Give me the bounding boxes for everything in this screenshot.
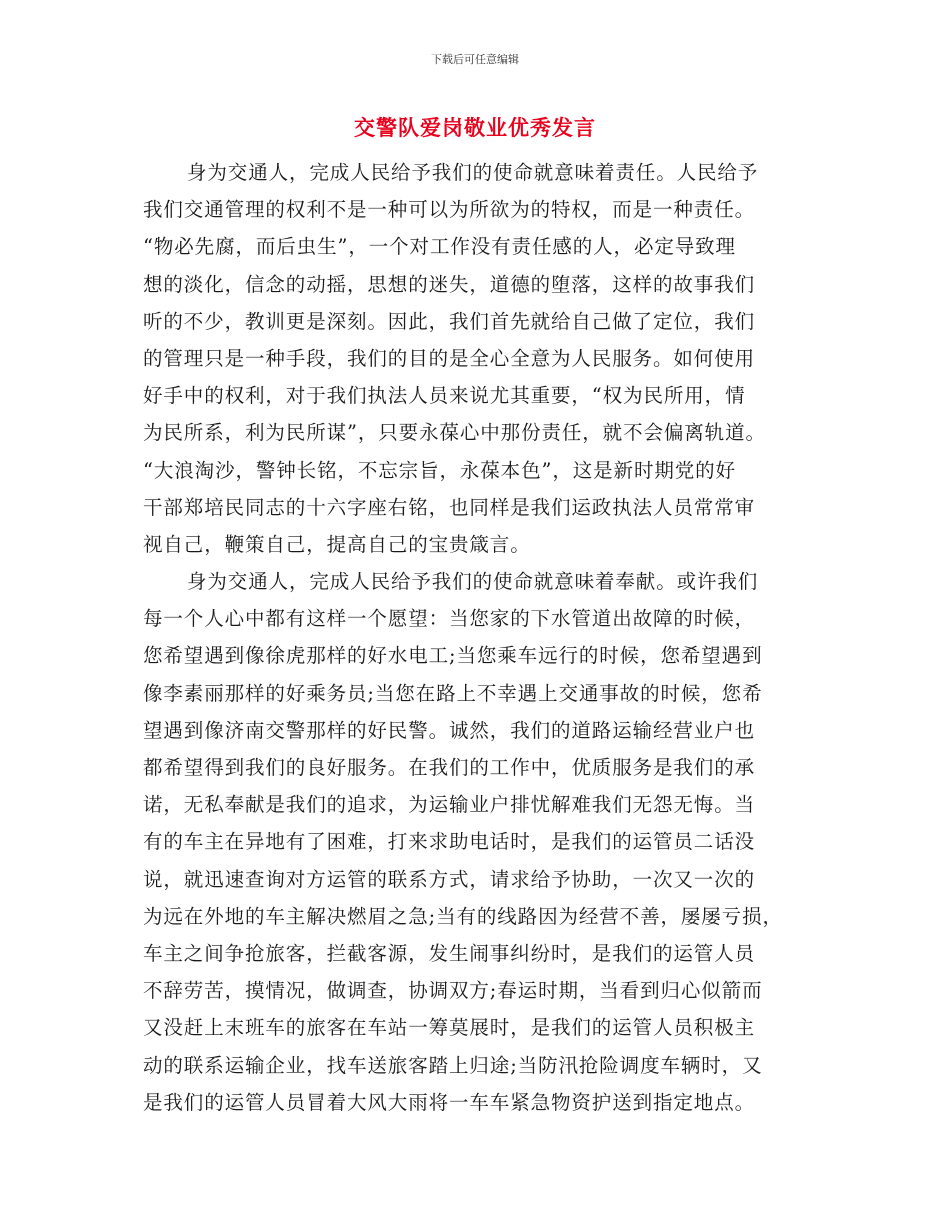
- text-line: 身为交通人，完成人民给予我们的使命就意味着奉献。或许我们: [187, 570, 759, 594]
- text-line: 诺，无私奉献是我们的追求，为运输业户排忧解难我们无怨无悔。当: [143, 793, 756, 817]
- text-line: 干部郑培民同志的十六字座右铭，也同样是我们运政执法人员常常审: [143, 495, 756, 519]
- text-line: 望遇到像济南交警那样的好民警。诚然，我们的道路运输经营业户也: [143, 718, 756, 742]
- text-line: 我们交通管理的权利不是一种可以为所欲为的特权，而是一种责任。: [143, 198, 756, 222]
- text-line: 说，就迅速查询对方运管的联系方式，请求给予协助，一次又一次的: [143, 867, 756, 891]
- text-line: 身为交通人，完成人民给予我们的使命就意味着责任。人民给予: [187, 161, 759, 184]
- document-body: [143, 154, 823, 1121]
- text-line: 像李素丽那样的好乘务员;当您在路上不幸遇上交通事故的时候，您希: [143, 681, 763, 705]
- text-line: 想的淡化，信念的动摇，思想的迷失，道德的堕落，这样的故事我们: [143, 272, 756, 296]
- text-line: 您希望遇到像徐虎那样的好水电工;当您乘车远行的时候，您希望遇到: [143, 644, 763, 668]
- text-line: “大浪淘沙，警钟长铭，不忘宗旨，永葆本色”，这是新时期党的好: [143, 458, 736, 482]
- text-line: 好手中的权利，对于我们执法人员来说尤其重要，“权为民所用，情: [143, 384, 746, 408]
- text-line: 车主之间争抢旅客，拦截客源，发生闹事纠纷时，是我们的运管人员: [143, 941, 756, 965]
- document-title: 交警队爱岗敬业优秀发言: [354, 115, 596, 140]
- text-line: 的管理只是一种手段，我们的目的是全心全意为人民服务。如何使用: [143, 346, 756, 370]
- text-line: 有的车主在异地有了困难，打来求助电话时，是我们的运管员二话没: [143, 830, 756, 854]
- text-line: 都希望得到我们的良好服务。在我们的工作中，优质服务是我们的承: [143, 756, 756, 779]
- text-line: 不辞劳苦，摸情况，做调查，协调双方;春运时期，当看到归心似箭而: [143, 979, 763, 1003]
- text-line: “物必先腐，而后虫生”，一个对工作没有责任感的人，必定导致理: [143, 235, 736, 259]
- text-line: 每一个人心中都有这样一个愿望：当您家的下水管道出故障的时候，: [143, 607, 756, 631]
- text-line: 听的不少，教训更是深刻。因此，我们首先就给自己做了定位，我们: [143, 309, 756, 333]
- text-line: 为民所系，利为民所谋”，只要永葆心中那份责任，就不会偏离轨道。: [143, 421, 766, 445]
- text-line: 又没赶上末班车的旅客在车站一筹莫展时，是我们的运管人员积极主: [143, 1016, 756, 1040]
- text-line: 视自己，鞭策自己，提高自己的宝贵箴言。: [143, 532, 531, 556]
- text-line: 为远在外地的车主解决燃眉之急;当有的线路因为经营不善，屡屡亏损，: [143, 904, 783, 928]
- paragraph-dedication: [143, 563, 823, 1121]
- text-line: 是我们的运管人员冒着大风大雨将一车车紧急物资护送到指定地点。: [143, 1090, 756, 1114]
- text-line: 动的联系运输企业，找车送旅客踏上归途;当防汛抢险调度车辆时，又: [143, 1053, 763, 1077]
- page-header: 下载后可任意编辑: [431, 53, 519, 66]
- paragraph-responsibility: [143, 154, 823, 563]
